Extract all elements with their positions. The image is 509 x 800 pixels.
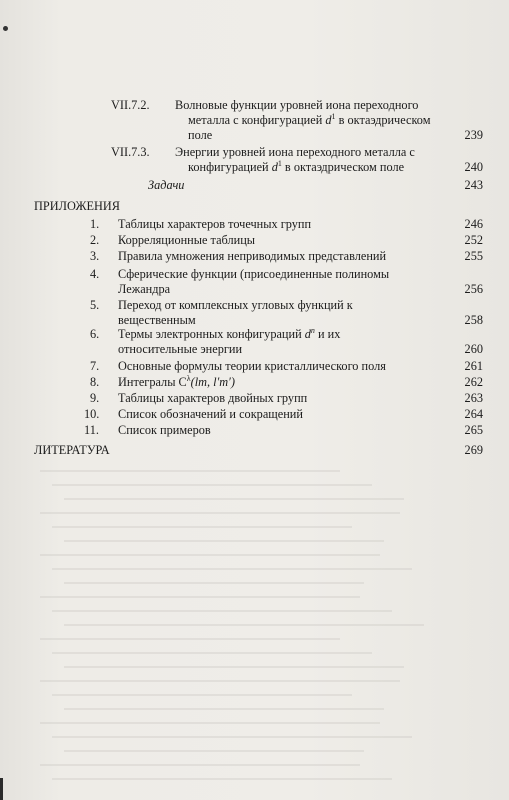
bleed-through-stroke — [40, 470, 340, 472]
page-number: 269 — [464, 443, 483, 457]
page-number: 261 — [464, 359, 483, 373]
appendix-title: Корреляционные таблицы — [118, 233, 256, 247]
page-number: 240 — [464, 160, 483, 174]
subsection-title-line: Энергии уровней иона переходного металла с — [175, 145, 415, 159]
appendix-number: 9. — [90, 391, 100, 405]
bleed-through-stroke — [40, 638, 340, 640]
page-number: 262 — [464, 375, 483, 389]
appendix-title: Правила умножения неприводимых представлений — [118, 249, 387, 263]
appendix-number: 2. — [90, 233, 100, 247]
bleed-through-stroke — [64, 708, 384, 710]
appendix-number: 8. — [90, 375, 100, 389]
bleed-through-stroke — [40, 764, 360, 766]
subsection-code: VII.7.2. — [111, 98, 150, 112]
literature-heading: ЛИТЕРАТУРА — [34, 443, 110, 457]
appendix-title: Сферические функции (присоединенные полиномы — [118, 267, 390, 281]
subsection-title-line: конфигурацией $d^1$ в октаэдрическом поле — [188, 158, 405, 174]
tasks-label: Задачи — [148, 178, 185, 192]
appendix-title: Термы электронных конфигураций $d^n$ и их — [118, 325, 341, 341]
bleed-through-stroke — [52, 610, 392, 612]
page-number: 256 — [464, 282, 483, 296]
subsection-title-line: металла с конфигурацией $d^1$ в октаэдрическом — [188, 111, 431, 127]
bleed-through-stroke — [52, 736, 412, 738]
appendix-number: 5. — [90, 298, 100, 312]
appendix-number: 3. — [90, 249, 100, 263]
page-number: 258 — [464, 313, 483, 327]
page-number: 252 — [464, 233, 483, 247]
bleed-through-stroke — [52, 484, 372, 486]
page-number: 264 — [464, 407, 483, 421]
page-number: 255 — [464, 249, 483, 263]
bleed-through-stroke — [64, 750, 364, 752]
appendices-heading: ПРИЛОЖЕНИЯ — [34, 199, 121, 213]
appendix-title: Переход от комплексных угловых функций к — [118, 298, 353, 312]
bleed-through-stroke — [52, 526, 352, 528]
bleed-through-stroke — [52, 778, 392, 780]
subsection-code: VII.7.3. — [111, 145, 150, 159]
appendix-number: 7. — [90, 359, 100, 373]
bleed-through-stroke — [64, 624, 424, 626]
page-edge — [0, 778, 3, 800]
page-number: 263 — [464, 391, 483, 405]
appendix-title: Таблицы характеров двойных групп — [118, 391, 308, 405]
appendix-title: Список обозначений и сокращений — [118, 407, 303, 421]
bleed-through-stroke — [40, 596, 360, 598]
bleed-through-stroke — [40, 680, 400, 682]
bleed-through-stroke — [64, 666, 404, 668]
appendix-title-cont: вещественным — [118, 313, 196, 327]
bleed-through-stroke — [52, 652, 372, 654]
appendix-title-cont: Лежандра — [118, 282, 171, 296]
page-number: 243 — [464, 178, 483, 192]
subsection-title-line: поле — [188, 128, 213, 142]
appendix-title: Интегралы $C^\lambda(lm$, l′m′) — [118, 373, 235, 389]
bleed-through-stroke — [64, 540, 384, 542]
bleed-through-stroke — [40, 512, 400, 514]
appendix-number: 4. — [90, 267, 100, 281]
page-number: 239 — [464, 128, 483, 142]
appendix-number: 1. — [90, 217, 100, 231]
appendix-title: Список примеров — [118, 423, 211, 437]
page-number: 260 — [464, 342, 483, 356]
bleed-through-stroke — [40, 722, 380, 724]
page-number: 265 — [464, 423, 483, 437]
bleed-through-stroke — [40, 554, 380, 556]
page-number: 246 — [464, 217, 483, 231]
appendix-title: Основные формулы теории кристаллического поля — [118, 359, 386, 373]
page-mark — [3, 26, 8, 31]
bleed-through-stroke — [52, 694, 352, 696]
appendix-title: Таблицы характеров точечных групп — [118, 217, 312, 231]
subsection-title-line: Волновые функции уровней иона переходного — [175, 98, 419, 112]
bleed-through-stroke — [64, 498, 404, 500]
appendix-number: 11. — [84, 423, 99, 437]
appendix-number: 6. — [90, 327, 100, 341]
bleed-through-stroke — [64, 582, 364, 584]
appendix-number: 10. — [84, 407, 100, 421]
appendix-title-cont: относительные энергии — [118, 342, 243, 356]
bleed-through-stroke — [52, 568, 412, 570]
